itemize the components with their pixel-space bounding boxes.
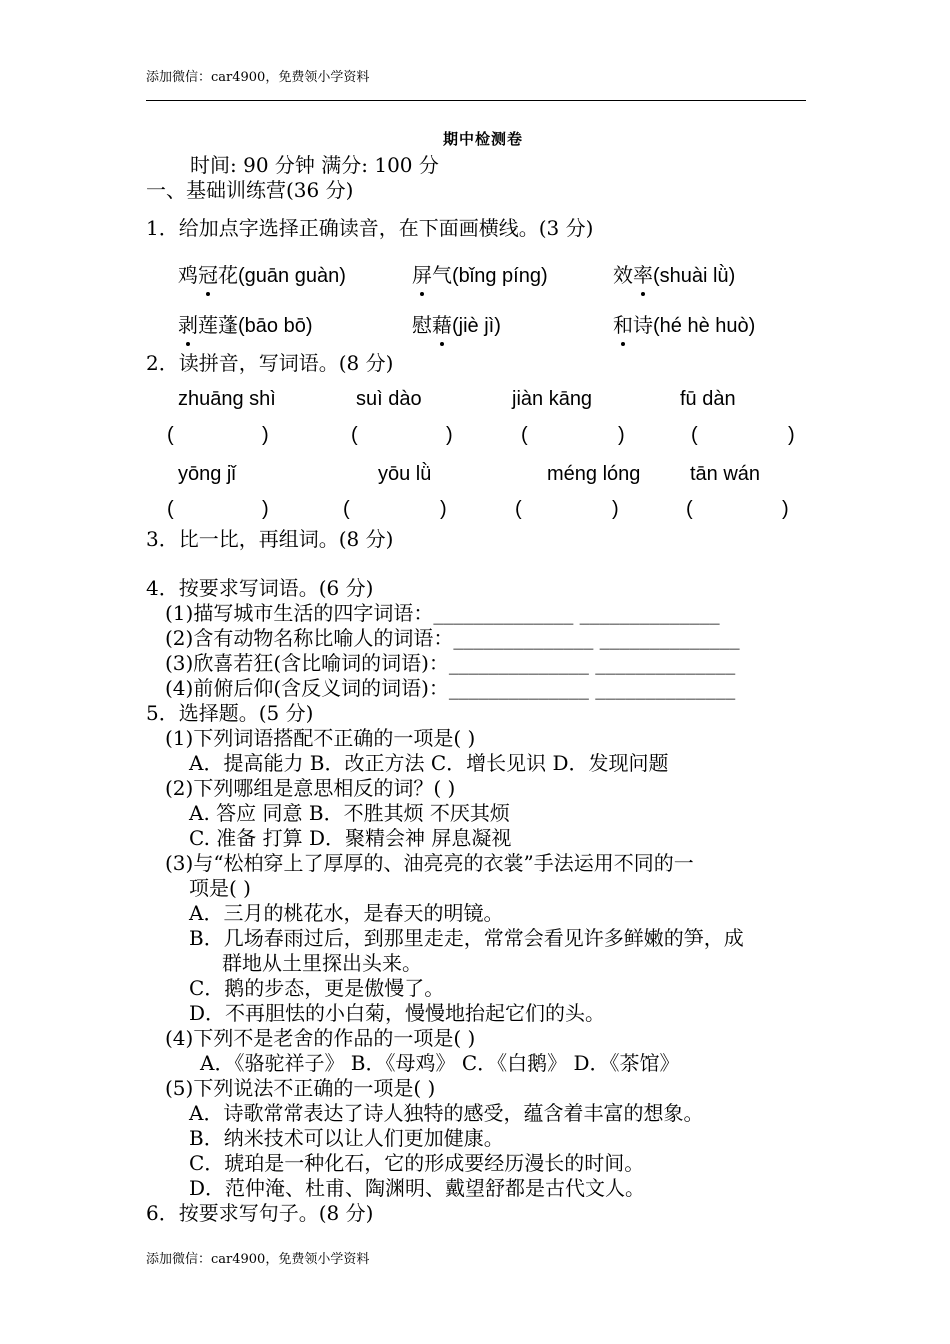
q5-line: 项是( ) — [189, 876, 251, 900]
q5-line: A．诗歌常常表达了诗人独特的感受，蕴含着丰富的想象。 — [189, 1101, 704, 1125]
q5-line: D．范仲淹、杜甫、陶渊明、戴望舒都是古代文人。 — [189, 1176, 646, 1200]
q1-item-text: 花 — [218, 263, 238, 287]
q5-line: B．几场春雨过后，到那里走走，常常会看见许多鲜嫩的笋，成 — [189, 926, 744, 950]
q4-item: (3)欣喜若狂(含比喻词的词语)：______________ ______________ — [165, 651, 736, 675]
q5-line: A. 答应 同意 B．不胜其烦 不厌其烦 — [189, 801, 510, 825]
q1-pinyin-options: (bāo bō) — [238, 315, 313, 337]
q1-item-4 — [178, 309, 313, 338]
q5-line: (3)与“松柏穿上了厚厚的、油亮亮的衣裳”手法运用不同的一 — [165, 851, 694, 875]
exam-title: 期中检测卷 — [443, 130, 524, 148]
answer-bracket-close: ) — [618, 424, 625, 446]
header-divider — [146, 100, 806, 101]
q1-dotted-char: 冠 — [198, 259, 218, 288]
q1-dotted-char: 剥 — [178, 309, 198, 338]
q1-item-3 — [613, 259, 735, 288]
q3-prompt: 3．比一比，再组词。(8 分) — [146, 527, 394, 551]
answer-bracket-open: ( — [351, 424, 358, 446]
q1-item-1 — [178, 259, 346, 288]
answer-bracket-open: ( — [167, 498, 174, 520]
q5-line: (5)下列说法不正确的一项是( ) — [165, 1076, 436, 1100]
q1-pinyin-options: (bǐng píng) — [452, 265, 548, 287]
answer-bracket-close: ) — [262, 424, 269, 446]
q5-line: (1)下列词语搭配不正确的一项是( ) — [165, 726, 476, 750]
q1-item-text: 鸡 — [178, 263, 198, 287]
q2-pinyin: jiàn kāng — [512, 388, 593, 410]
q1-item-text: 效 — [613, 263, 633, 287]
q5-line: C．鹅的步态，更是傲慢了。 — [189, 976, 445, 1000]
q2-pinyin: yōng jǐ — [178, 463, 236, 485]
q5-line: (4)下列不是老舍的作品的一项是( ) — [165, 1026, 476, 1050]
q5-line: A．三月的桃花水，是春天的明镜。 — [189, 901, 504, 925]
q2-pinyin: tān wán — [690, 463, 761, 485]
answer-bracket-close: ) — [612, 498, 619, 520]
q1-dotted-char: 藉 — [432, 309, 452, 338]
q6-prompt: 6．按要求写句子。(8 分) — [146, 1201, 374, 1225]
q4-prompt: 4．按要求写词语。(6 分) — [146, 576, 374, 600]
q2-pinyin: yōu lǜ — [378, 463, 432, 485]
q5-line: C. 准备 打算 D．聚精会神 屏息凝视 — [189, 826, 512, 850]
q1-dotted-char: 和 — [613, 309, 633, 338]
answer-bracket-close: ) — [446, 424, 453, 446]
q5-line: A．提高能力 B．改正方法 C．增长见识 D．发现问题 — [189, 751, 669, 775]
answer-bracket-close: ) — [788, 424, 795, 446]
q5-line: (2)下列哪组是意思相反的词？( ) — [165, 776, 456, 800]
header-note: 添加微信：car4900，免费领小学资料 — [146, 70, 370, 85]
q1-dotted-char: 率 — [633, 259, 653, 288]
answer-bracket-close: ) — [782, 498, 789, 520]
q1-item-text: 莲蓬 — [198, 313, 238, 337]
answer-bracket-open: ( — [521, 424, 528, 446]
q5-prompt: 5．选择题。(5 分) — [146, 701, 314, 725]
section-heading: 一、基础训练营(36 分) — [146, 178, 354, 202]
q4-item: (4)前俯后仰(含反义词的词语)：______________ ______________ — [165, 676, 736, 700]
q1-pinyin-options: (guān guàn) — [238, 265, 346, 287]
q1-pinyin-options: (shuài lǜ) — [653, 265, 736, 287]
q2-pinyin: méng lóng — [547, 463, 641, 485]
q2-pinyin: suì dào — [356, 388, 422, 410]
footer-note: 添加微信：car4900，免费领小学资料 — [146, 1252, 370, 1267]
exam-time-line: 时间: 90 分钟 满分: 100 分 — [190, 153, 439, 177]
q1-prompt: 1．给加点字选择正确读音，在下面画横线。(3 分) — [146, 216, 594, 240]
q5-line: 群地从土里探出头来。 — [222, 951, 422, 975]
q5-line: C．琥珀是一种化石，它的形成要经历漫长的时间。 — [189, 1151, 645, 1175]
q1-pinyin-options: (jiè jì) — [452, 315, 501, 337]
q1-pinyin-options: (hé hè huò) — [653, 315, 756, 337]
q1-item-5 — [412, 309, 501, 338]
answer-bracket-open: ( — [686, 498, 693, 520]
q4-item: (2)含有动物名称比喻人的词语：______________ ______________ — [165, 626, 740, 650]
q1-item-text: 诗 — [633, 313, 653, 337]
q5-line: A．《骆驼祥子》 B．《母鸡》 C．《白鹅》 D．《茶馆》 — [200, 1051, 680, 1075]
q5-line: D．不再胆怯的小白菊，慢慢地抬起它们的头。 — [189, 1001, 606, 1025]
q2-prompt: 2．读拼音，写词语。(8 分) — [146, 351, 394, 375]
q1-item-2 — [412, 259, 548, 288]
q2-pinyin: fū dàn — [680, 388, 736, 410]
q1-item-text: 慰 — [412, 313, 432, 337]
answer-bracket-open: ( — [691, 424, 698, 446]
answer-bracket-open: ( — [343, 498, 350, 520]
answer-bracket-open: ( — [515, 498, 522, 520]
answer-bracket-close: ) — [440, 498, 447, 520]
answer-bracket-open: ( — [167, 424, 174, 446]
q2-pinyin: zhuāng shì — [178, 388, 276, 410]
q5-line: B．纳米技术可以让人们更加健康。 — [189, 1126, 504, 1150]
q1-item-text: 气 — [432, 263, 452, 287]
answer-bracket-close: ) — [262, 498, 269, 520]
q1-dotted-char: 屏 — [412, 259, 432, 288]
q4-item: (1)描写城市生活的四字词语：______________ ______________ — [165, 601, 720, 625]
q1-item-6 — [613, 309, 755, 338]
